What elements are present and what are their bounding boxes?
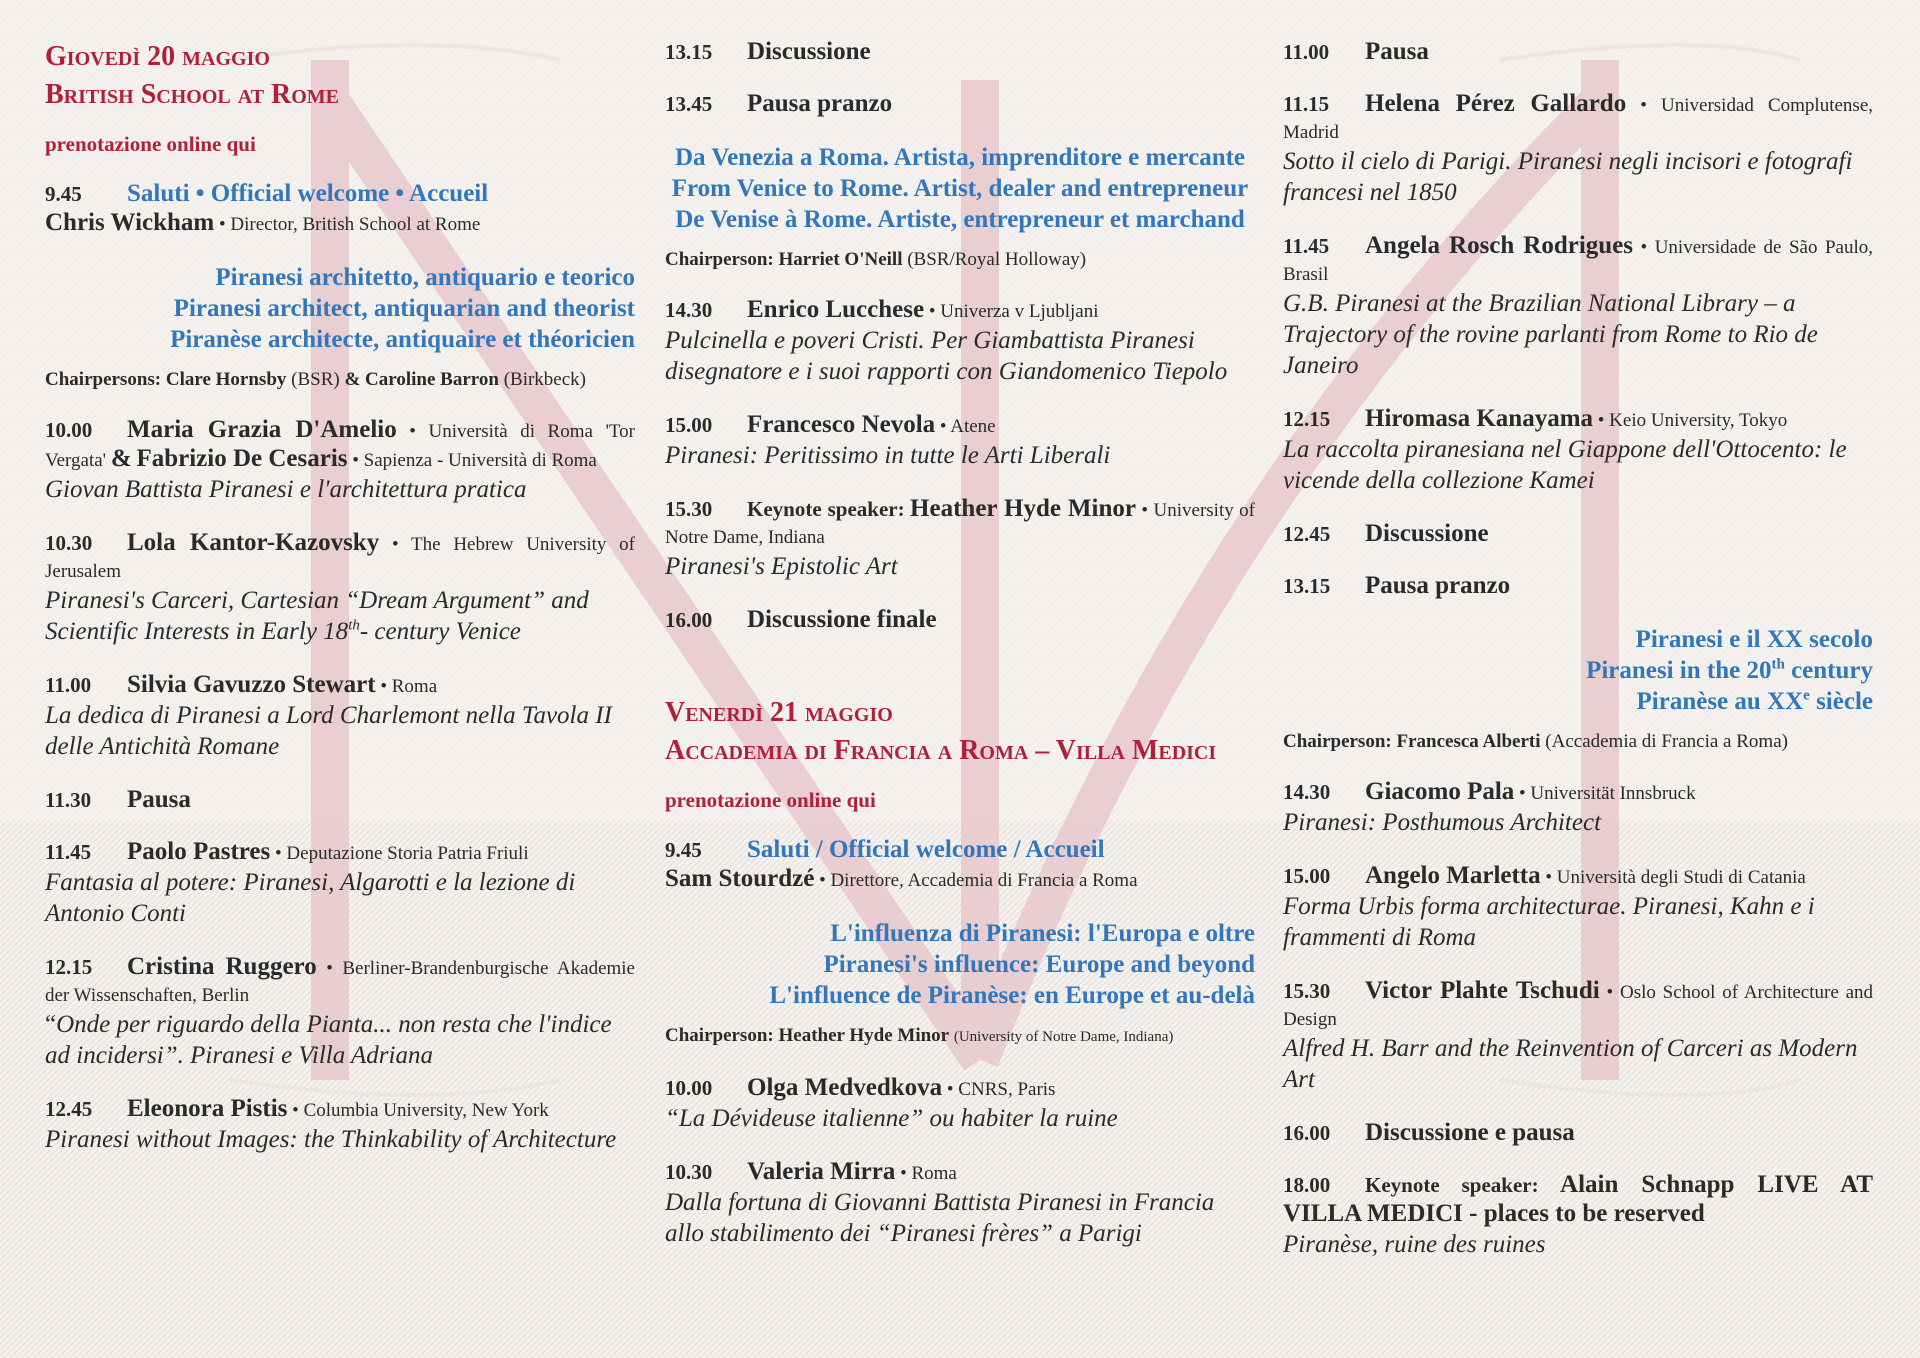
- chair-aff: (University of Notre Dame, Indiana): [953, 1029, 1174, 1045]
- affiliation: • Università degli Studi di Catania: [1545, 867, 1806, 888]
- talk-entry: [1283, 90, 1873, 208]
- time: 14.30: [1283, 780, 1331, 804]
- day1-booking-link[interactable]: prenotazione online qui: [45, 132, 256, 156]
- time: 12.45: [1283, 522, 1331, 546]
- affiliation: • Sapienza - Università di Roma: [352, 450, 597, 471]
- speaker: Alain Schnapp LIVE AT VILLA MEDICI - places to be reserved: [1283, 1171, 1873, 1227]
- talk-title: Piranesi's Epistolic Art: [665, 553, 898, 580]
- speaker: Giacomo Pala: [1365, 778, 1515, 805]
- affiliation: • Director, British School at Rome: [219, 214, 481, 235]
- speaker: Paolo Pastres: [127, 838, 271, 865]
- talk-title: Piranesi: Peritissimo in tutte le Arti Liberali: [665, 442, 1111, 469]
- session-fr-b: siècle: [1809, 688, 1873, 715]
- talk-title: Piranesi without Images: the Thinkability of Architecture: [45, 1126, 617, 1153]
- break-entry: [1283, 520, 1873, 548]
- session-it: L'influenza di Piranesi: l'Europa e oltre: [830, 920, 1255, 947]
- affiliation: • Univerza v Ljubljani: [928, 301, 1099, 322]
- time: 11.45: [45, 840, 92, 864]
- session-fr: Piranèse architecte, antiquaire et théoricien: [170, 326, 635, 353]
- talk-title: Pulcinella e poveri Cristi. Per Giambattista Piranesi disegnatore e i suoi rapporti con Giandomenico Tiepolo: [665, 327, 1228, 385]
- session-title-2: [665, 142, 1255, 235]
- talk-title: Piranèse, ruine des ruines: [1283, 1231, 1546, 1258]
- column-day1: [45, 38, 635, 1179]
- talk-entry: [665, 495, 1255, 582]
- break-label: Discussione finale: [747, 606, 937, 633]
- talk-title: [45, 1009, 635, 1071]
- break-entry: [45, 786, 635, 814]
- day1-heading: [45, 38, 635, 114]
- time: 13.45: [665, 92, 713, 116]
- talk-title: Dalla fortuna di Giovanni Battista Piranesi in Francia allo stabilimento dei “Piranesi frères” a Parigi: [665, 1189, 1215, 1247]
- talk-entry: [45, 416, 635, 505]
- affiliation: • Universidad Complutense, Madrid: [1283, 95, 1874, 143]
- talk-title: [45, 585, 635, 647]
- speaker: Eleonora Pistis: [127, 1095, 288, 1122]
- session-title-4: [1283, 624, 1873, 717]
- session-it: Piranesi e il XX secolo: [1635, 626, 1873, 653]
- session-en: Piranesi architect, antiquarian and theorist: [173, 295, 635, 322]
- speaker: Enrico Lucchese: [747, 296, 925, 323]
- speaker: Angela Rosch Rodrigues: [1365, 232, 1634, 259]
- talk-entry: [1283, 977, 1873, 1095]
- affiliation: • Roma: [900, 1163, 957, 1184]
- talk-title: La raccolta piranesiana nel Giappone dell'Ottocento: le vicende della collezione Kamei: [1283, 436, 1847, 494]
- break-label: Discussione e pausa: [1365, 1119, 1575, 1146]
- talk-entry: [1283, 778, 1873, 838]
- chair-amp: &: [344, 369, 361, 390]
- time: 18.00: [1283, 1173, 1331, 1197]
- talk-entry: [1283, 232, 1873, 381]
- affiliation: • Berliner-Brandenburgische Akademie der Wissenschaften, Berlin: [45, 958, 635, 1006]
- chair-name: Caroline Barron: [365, 369, 499, 390]
- time: 11.30: [45, 788, 92, 812]
- talk-title: “La Dévideuse italienne” ou habiter la ruine: [665, 1105, 1118, 1132]
- break-label: Discussione: [747, 38, 871, 65]
- speaker: Cristina Ruggero: [127, 953, 317, 980]
- speaker: Francesco Nevola: [747, 411, 936, 438]
- time: 16.00: [665, 608, 713, 632]
- speaker: Fabrizio De Cesaris: [136, 445, 348, 472]
- speaker: Helena Pérez Gallardo: [1365, 90, 1627, 117]
- talk-title: Alfred H. Barr and the Reinvention of Carceri as Modern Art: [1283, 1035, 1858, 1093]
- break-label: Pausa: [1365, 38, 1429, 65]
- session-fr: [1283, 686, 1873, 717]
- talk-title: Forma Urbis forma architecturae. Piranesi, Kahn e i frammenti di Roma: [1283, 893, 1815, 951]
- chair-name: Heather Hyde Minor: [778, 1025, 950, 1046]
- day2-date: Venerdì 21 maggio: [665, 697, 893, 728]
- talk-title: La dedica di Piranesi a Lord Charlemont nella Tavola II delle Antichità Romane: [45, 702, 612, 760]
- time: 10.30: [45, 531, 93, 555]
- affiliation: • CNRS, Paris: [946, 1079, 1056, 1100]
- chair-aff: (Birkbeck): [503, 369, 586, 390]
- session-title-1: [45, 262, 635, 355]
- chair-name: Clare Hornsby: [165, 369, 287, 390]
- affiliation: • Direttore, Accademia di Francia a Roma: [819, 870, 1138, 891]
- speaker: Hiromasa Kanayama: [1365, 405, 1594, 432]
- chair-prefix: Chairperson:: [1283, 731, 1392, 752]
- break-entry: [665, 38, 1255, 66]
- chair-name: Harriet O'Neill: [778, 249, 903, 270]
- affiliation: • Oslo School of Architecture and Design: [1283, 982, 1874, 1030]
- chairperson: [1283, 729, 1873, 754]
- break-label: Pausa: [127, 786, 191, 813]
- talk-entry: [45, 671, 635, 762]
- keynote-label: Keynote speaker:: [1365, 1173, 1539, 1197]
- speaker: Silvia Gavuzzo Stewart: [127, 671, 376, 698]
- affiliation: • The Hebrew University of Jerusalem: [45, 534, 635, 582]
- chair-name: Francesca Alberti: [1396, 731, 1541, 752]
- talk-entry: [665, 296, 1255, 387]
- affiliation: • Keio University, Tokyo: [1597, 410, 1788, 431]
- affiliation: • Università di Roma 'Tor Vergata': [45, 421, 636, 471]
- time: 10.30: [665, 1160, 713, 1184]
- speaker: Angelo Marletta: [1365, 862, 1541, 889]
- session-en: [1283, 655, 1873, 686]
- chair-prefix: Chairperson:: [665, 1025, 774, 1046]
- amp: &: [110, 445, 132, 472]
- session-it: Piranesi architetto, antiquario e teorico: [215, 264, 635, 291]
- speaker: Lola Kantor-Kazovsky: [127, 529, 380, 556]
- talk-title: Piranesi: Posthumous Architect: [1283, 809, 1602, 836]
- session-fr: De Venise à Rome. Artiste, entrepreneur et marchand: [675, 206, 1245, 233]
- talk-entry: [45, 953, 635, 1071]
- speaker: Chris Wickham: [45, 209, 215, 236]
- talk-title: Fantasia al potere: Piranesi, Algarotti e la lezione di Antonio Conti: [45, 869, 576, 927]
- break-entry: [1283, 38, 1873, 66]
- open-quote: “: [45, 1011, 57, 1038]
- time: 11.00: [1283, 40, 1330, 64]
- session-fr: L'influence de Piranèse: en Europe et au-delà: [769, 982, 1255, 1009]
- speaker: Valeria Mirra: [747, 1158, 896, 1185]
- talk-entry: [45, 1095, 635, 1155]
- day1-date: Giovedì 20 maggio: [45, 41, 270, 72]
- session-fr-sup: e: [1803, 687, 1810, 704]
- session-it: Da Venezia a Roma. Artista, imprenditore e mercante: [674, 144, 1246, 171]
- keynote-label: Keynote speaker:: [747, 497, 905, 521]
- talk-entry: [1283, 862, 1873, 953]
- time: 15.00: [1283, 864, 1331, 888]
- break-label: Discussione: [1365, 520, 1489, 547]
- time: 10.00: [45, 418, 93, 442]
- speaker: Olga Medvedkova: [747, 1074, 943, 1101]
- talk-title: Giovan Battista Piranesi e l'architettura pratica: [45, 476, 527, 503]
- chairperson: [665, 1023, 1255, 1050]
- affiliation: • University of Notre Dame, Indiana: [665, 500, 1255, 548]
- break-entry: [665, 90, 1255, 118]
- time: 15.30: [1283, 979, 1331, 1003]
- time: 15.30: [665, 497, 713, 521]
- speaker: Heather Hyde Minor: [910, 495, 1136, 522]
- talk-entry: [1283, 405, 1873, 496]
- time: 11.15: [1283, 92, 1330, 116]
- time: 12.45: [45, 1097, 93, 1121]
- chair-aff: (BSR): [291, 369, 340, 390]
- day2-welcome: [665, 834, 1255, 894]
- talk-title-text: Onde per riguardo della Pianta... non resta che l'indice ad incidersi”. Piranesi e Villa Adriana: [45, 1011, 612, 1069]
- day2-venue: Accademia di Francia a Roma – Villa Medici: [665, 735, 1217, 766]
- session-en-a: Piranesi in the 20: [1586, 657, 1772, 684]
- affiliation: • Atene: [939, 416, 996, 437]
- time: 11.00: [45, 673, 92, 697]
- day1-welcome: [45, 178, 635, 238]
- time: 15.00: [665, 413, 713, 437]
- session-title-3: [665, 918, 1255, 1011]
- chairpersons: [45, 367, 635, 392]
- column-right: [1283, 38, 1873, 1284]
- talk-title-a: Piranesi's Carceri, Cartesian “Dream Argument” and Scientific Interests in Early 18: [45, 587, 589, 645]
- time: 10.00: [665, 1076, 713, 1100]
- talk-entry: [45, 838, 635, 929]
- time: 16.00: [1283, 1121, 1331, 1145]
- talk-title: G.B. Piranesi at the Brazilian National Library – a Trajectory of the rovine parlanti from Rome to Rio de Janeiro: [1283, 290, 1818, 379]
- chair-aff: (Accademia di Francia a Roma): [1545, 731, 1788, 752]
- time: 14.30: [665, 298, 713, 322]
- break-entry: [1283, 572, 1873, 600]
- session-fr-a: Piranèse au XX: [1636, 688, 1804, 715]
- session-en-b: century: [1784, 657, 1873, 684]
- keynote-entry: [1283, 1171, 1873, 1260]
- time: 12.15: [45, 955, 93, 979]
- day2-heading: [665, 694, 1255, 770]
- chair-aff: (BSR/Royal Holloway): [907, 249, 1087, 270]
- chairperson: [665, 247, 1255, 272]
- talk-title-b: - century Venice: [359, 618, 521, 645]
- speaker: Maria Grazia D'Amelio: [127, 416, 397, 443]
- talk-entry: [665, 1158, 1255, 1249]
- time: 13.15: [665, 40, 713, 64]
- talk-entry: [665, 1074, 1255, 1134]
- time: 12.15: [1283, 407, 1331, 431]
- speaker: Sam Stourdzé: [665, 865, 815, 892]
- welcome-label: Saluti / Official welcome / Accueil: [747, 836, 1105, 863]
- affiliation: • Universität Innsbruck: [1519, 783, 1696, 804]
- session-en: Piranesi's influence: Europe and beyond: [823, 951, 1255, 978]
- affiliation: • Columbia University, New York: [292, 1100, 549, 1121]
- time: 9.45: [45, 182, 82, 206]
- break-entry: [665, 606, 1255, 634]
- talk-title-sup: th: [348, 617, 360, 634]
- talk-title: Sotto il cielo di Parigi. Piranesi negli incisori e fotografi francesi nel 1850: [1283, 148, 1853, 206]
- time: 9.45: [665, 838, 702, 862]
- session-en: From Venice to Rome. Artist, dealer and entrepreneur: [671, 175, 1249, 202]
- break-label: Pausa pranzo: [1365, 572, 1511, 599]
- day1-venue: British School at Rome: [45, 79, 340, 110]
- chair-prefix: Chairpersons:: [45, 369, 162, 390]
- chair-prefix: Chairperson:: [665, 249, 774, 270]
- talk-entry: [665, 411, 1255, 471]
- talk-entry: [45, 529, 635, 647]
- welcome-label: Saluti • Official welcome • Accueil: [127, 180, 489, 207]
- time: 13.15: [1283, 574, 1331, 598]
- break-entry: [1283, 1119, 1873, 1147]
- break-label: Pausa pranzo: [747, 90, 893, 117]
- column-middle: [665, 38, 1255, 1273]
- time: 11.45: [1283, 234, 1330, 258]
- day2-booking-link[interactable]: prenotazione online qui: [665, 788, 876, 812]
- affiliation: • Universidade de São Paulo, Brasil: [1283, 237, 1873, 285]
- affiliation: • Roma: [380, 676, 438, 697]
- affiliation: • Deputazione Storia Patria Friuli: [275, 843, 529, 864]
- speaker: Victor Plahte Tschudi: [1365, 977, 1600, 1004]
- session-en-sup: th: [1771, 656, 1785, 673]
